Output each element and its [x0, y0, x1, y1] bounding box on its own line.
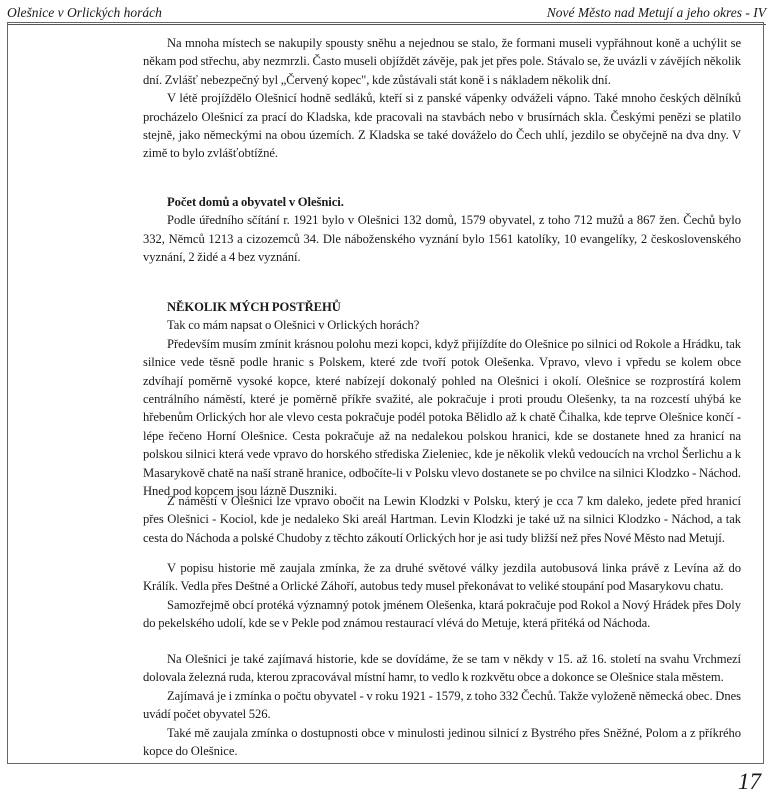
- paragraph: Podle úředního sčítání r. 1921 bylo v Olešnici 132 domů, 1579 obyvatel, z toho 712 mužů a 867 žen. Čechů bylo 332, Němců 1213 a cizozemců 34. Dle náboženského vyznání bylo 1561 katolíky, 10 evangelíky, 2 československého vyznání, 2 židé a 4 bez vyznání.: [143, 213, 741, 265]
- header-right-title: Nové Město nad Metují a jeho okres - IV: [546, 5, 766, 20]
- paragraph: Na mnoha místech se nakupily spousty sněhu a nejednou se stalo, že formani museli vypřáhnout koně a uchýlit se někam pod střechu, aby nezmrzli. Často museli objíždět závěje, pak jet přes pole. Stávalo se, že uvázli v závějích několik dní. Zvlášť nebezpečný byl „Červený kopec", kde zůstávali stát koně i s nákladem několik dní.: [143, 36, 741, 87]
- section-observations: [143, 298, 741, 500]
- section-population: [143, 193, 741, 267]
- paragraph: V létě projíždělo Olešnicí hodně sedláků, kteří si z panské vápenky odváželi vápno. Také mnoho českých dělníků procházelo Olešnicí za prací do Kladska, kde pracovali na stavbách nebo v brusírnách skla. Českými penězi se platilo stejně, jako německými na obou územích. Z Kladska se také dováželo do Čech uhlí, jezdilo se obyčejně na dva dny. V zimě to bylo zvlášťobtížné.: [143, 91, 741, 161]
- paragraph: Také mě zaujala zmínka o dostupnosti obce v minulosti jedinou silnicí z Bystrého přes Sněžné, Polom a z příkrého kopce do Olešnice.: [143, 725, 741, 759]
- observations-paragraph-group: [143, 492, 741, 547]
- section-heading: NĚKOLIK MÝCH POSTŘEHŮ: [167, 300, 341, 314]
- observations-paragraph-group: [143, 559, 741, 633]
- paragraph: V popisu historie mě zaujala zmínka, že za druhé světové války jezdila autobusová linka právě z Levína až do Králík. Vedla přes Deštné a Orlické Záhoří, autobus tedy musel překonávat to veliké stoupání pod Masarykovu chatu.: [143, 561, 741, 594]
- paragraph: Samozřejmě obcí protéká významný potok jménem Olešenka, ktará pokračuje pod Rokol a Nový Hrádek přes Doly do pekelského udolí, kde se v Pekle pod známou restaurací vlévá do Metuje, která přitéká od Náchoda.: [143, 597, 741, 631]
- paragraph: Zajímavá je i zmínka o počtu obyvatel - v roku 1921 - 1579, z toho 332 Čechů. Takže vyloženě německá obec. Dnes uvádí počet obyvatel 526.: [143, 688, 741, 722]
- header-left-title: Olešnice v Orlických horách: [7, 5, 162, 20]
- paragraph: Z náměstí v Olešnici lze vpravo obočit na Lewin Klodzki v Polsku, který je cca 7 km daleko, jedete před hranicí přes Olešnici - Kociol, kde je nedaleko Ski areál Hartman. Levin Klodzki je také už na silnici Klodzko - Náchod, a tak cesta do Náchoda a polské Chudoby z těchto zákoutí Orlických hor je asi tudy bližší než přes Nové Město nad Metují.: [143, 494, 741, 545]
- paragraph: Především musím zmínit krásnou polohu mezi kopci, když přijíždíte do Olešnice po silnici od Rokole a Hrádku, tak silnice vede těsně podle hranic s Polskem, které zde tvoří potok Olešenka. Vpravo, vlevo i vpředu se kolem obce zdvíhají poměrně vysoké kopce, které nabízejí dokonalý pohled na Olešnici i okolí. Olešnice se rozprostírá kolem centrálního náměstí, které je poměrně příkře svažité, ale pokračuje i proti proudu Olešenky, ta na rozcestí uhýbá ke hřebenům Orlických hor ale vlevo cesta pokračuje podél potoka Bělidlo až k chatě Čihalka, kde teprve Olešnice končí - lépe řečeno Horní Olešnice. Cesta pokračuje až na nedalekou polskou hranici, kde se dostanete hned za hranicí na polskou silnici která vede vpravo do horského střediska Zieleniec, kde je několik vleků vedoucích na vrchol Šerlichu a k Masarykově chatě na naší straně hranice, odbočíte-li v Polsku vlevo dostanete se po chvilce na silnici Klodzko - Náchod. Hned pod kopcem jsou lázně Duszniki.: [143, 336, 741, 499]
- page-number: 17: [738, 769, 761, 794]
- section-intro: [143, 34, 741, 163]
- paragraph: Tak co mám napsat o Olešnici v Orlických horách?: [167, 318, 420, 333]
- observations-paragraph-group: [143, 650, 741, 760]
- paragraph: Na Olešnici je také zajímavá historie, kde se dovídáme, že se tam v někdy v 15. až 16. století na svahu Vrchmezí dolovala železná ruda, kterou zpracovával místní hamr, to vedlo k rozkvětu obce a dokonce se Olešnice stala městem.: [143, 652, 741, 685]
- section-heading: Počet domů a obyvatel v Olešnici.: [167, 195, 344, 209]
